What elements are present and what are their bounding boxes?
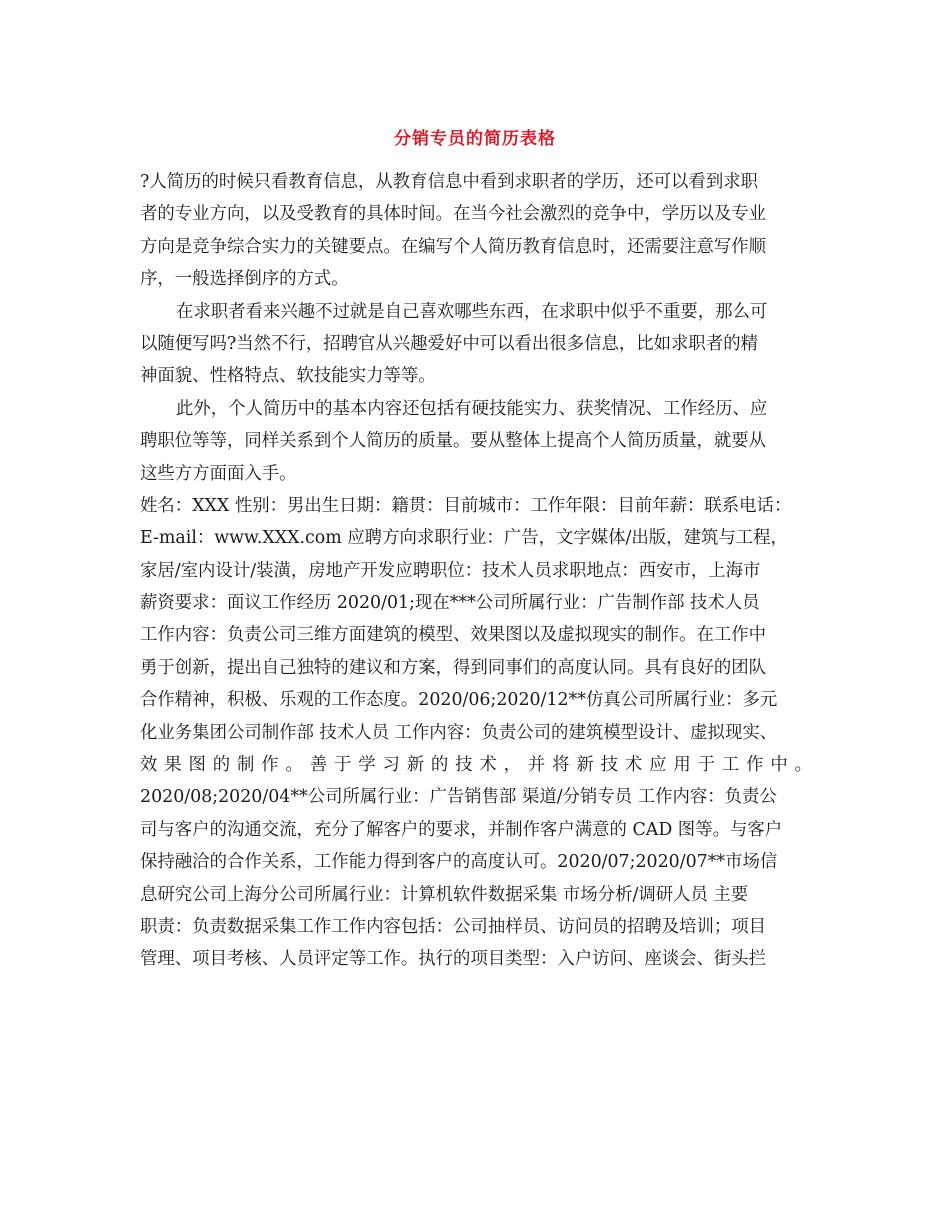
text-line: 方向是竞争综合实力的关键要点。在编写个人简历教育信息时，还需要注意写作顺: [140, 236, 767, 257]
text-line: 家居/室内设计/装潢，房地产开发应聘职位：技术人员求职地点：西安市，上海市: [140, 560, 761, 581]
text-line: 效 果 图 的 制 作 。 善 于 学 习 新 的 技 术 ， 并 将 新 技 术 应 用 于 工 作 中 。: [140, 755, 812, 776]
text-line: 此外，个人简历中的基本内容还包括有硬技能实力、获奖情况、工作经历、应: [176, 398, 768, 419]
text-line: 序，一般选择倒序的方式。: [140, 269, 349, 290]
text-line: 保持融洽的合作关系，工作能力得到客户的高度认可。2020/07;2020/07**市场信: [140, 852, 778, 873]
text-line: 2020/08;2020/04**公司所属行业：广告销售部 渠道/分销专员 工作内容：负责公: [140, 787, 777, 808]
text-line: 在求职者看来兴趣不过就是自己喜欢哪些东西，在求职中似乎不重要，那么可: [176, 301, 768, 322]
text-line: 工作内容：负责公司三维方面建筑的模型、效果图以及虚拟现实的制作。在工作中: [140, 625, 767, 646]
text-line: E-mail：www.XXX.com 应聘方向求职行业：广告，文字媒体/出版，建筑与工程，: [140, 528, 788, 549]
text-line: 者的专业方向，以及受教育的具体时间。在当今社会激烈的竞争中，学历以及专业: [140, 204, 767, 225]
text-line: 姓名：XXX 性别：男出生日期：籍贯：目前城市：工作年限：目前年薪：联系电话：: [140, 495, 792, 516]
text-line: 薪资要求：面议工作经历 2020/01;现在***公司所属行业：广告制作部 技术人员: [140, 593, 760, 614]
text-line: 合作精神，积极、乐观的工作态度。2020/06;2020/12**仿真公司所属行业：多元: [140, 690, 778, 711]
text-line: 聘职位等等，同样关系到个人简历的质量。要从整体上提高个人简历质量，就要从: [140, 431, 767, 452]
text-line: 以随便写吗?当然不行，招聘官从兴趣爱好中可以看出很多信息，比如求职者的精: [140, 333, 758, 354]
text-line: 神面貌、性格特点、软技能实力等等。: [140, 366, 436, 387]
text-line: 管理、项目考核、人员评定等工作。执行的项目类型：入户访问、座谈会、街头拦: [140, 949, 767, 970]
document-title: 分销专员的简历表格: [394, 129, 556, 149]
document-body: [140, 166, 812, 976]
text-line: 息研究公司上海分公司所属行业：计算机软件数据采集 市场分析/调研人员 主要: [140, 884, 749, 905]
text-line: 这些方方面面入手。: [140, 463, 297, 484]
text-line: ?人简历的时候只看教育信息，从教育信息中看到求职者的学历，还可以看到求职: [140, 172, 758, 192]
text-line: 化业务集团公司制作部 技术人员 工作内容：负责公司的建筑模型设计、虚拟现实、: [140, 722, 778, 743]
text-line: 勇于创新，提出自己独特的建议和方案，得到同事们的高度认同。具有良好的团队: [140, 657, 767, 678]
text-line: 司与客户的沟通交流，充分了解客户的要求，并制作客户满意的 CAD 图等。与客户: [140, 819, 783, 840]
text-line: 职责：负责数据采集工作工作内容包括：公司抽样员、访问员的招聘及培训；项目: [140, 916, 767, 937]
